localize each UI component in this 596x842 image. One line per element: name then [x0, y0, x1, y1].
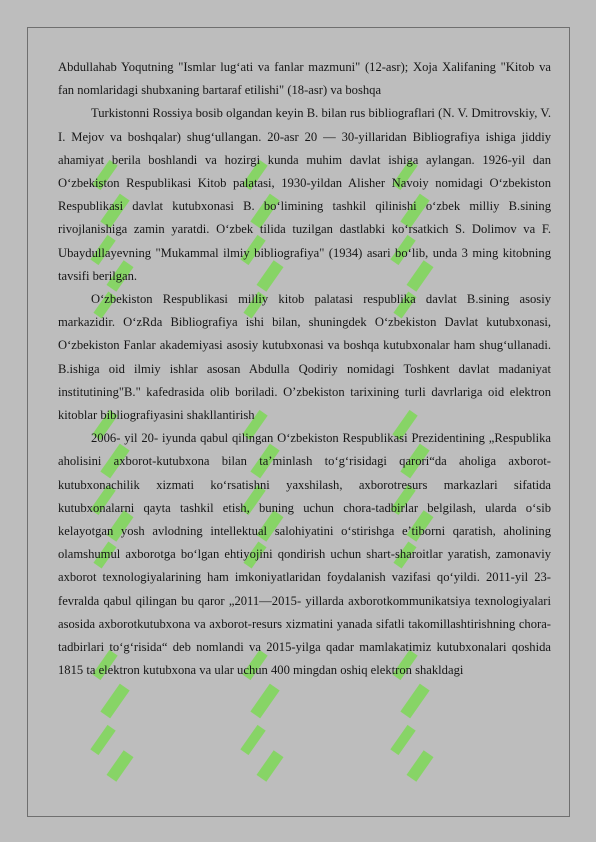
document-body	[58, 56, 551, 682]
paragraph: Turkistonni Rossiya bosib olgandan keyin B. bilan rus bibliograflari (N. V. Dmitrovskiy, V. I. Mejov va boshqalar) shug‘ullangan. 20-asr 20 — 30-yillaridan Bibliografiya ishiga jiddiy ahamiyat berila boshlandi va hozirgi kunda muhim davlat ishiga aylangan. 1926-yil dan O‘zbekiston Respublikasi Kitob palatasi, 1930-yildan Alisher Navoiy nomidagi O‘zbekiston Respublikasi davlat kutubxonasi B. bo‘limining tashkil qilinishi o‘zbek milliy B.sining rivojlanishiga zamin yaratdi. O‘zbek tilida tuzilgan dastlabki ko‘rsatkich S. Dolimov va F. Ubaydullayevning "Mukammal ilmiy bibliografiya" (1934) asari bo‘lib, unda 3 ming kitobning tavsifi berilgan.	[58, 106, 551, 283]
paragraph: Abdullahab Yoqutning "Ismlar lug‘ati va fanlar mazmuni" (12-asr); Xoja Xalifaning "Kitob va fan nomlaridagi shubxaning bartaraf etilishi" (18-asr) va boshqa	[58, 60, 551, 98]
paragraph: 2006- yil 20- iyunda qabul qilingan O‘zbekiston Respublikasi Prezidentining „Respublika aholisini axborot-kutubxona bilan ta’minlash to‘g‘risidagi qarori“da aholiga axborot-kutubxonachilik xizmati ko‘rsatishni yaxshilash, axborotresurs markazlari sifatida kutubxonalarni qayta tashkil etish, buning uchun chora-tadbirlar belgilash, ularda o‘sib kelayotgan yosh avlodning intellektual salohiyatini o‘stirishga e’tiborni qaratish, aholining olamshumul axborotga bo‘lgan ehtiyojini qondirish uchun shart-sharoitlar yaratish, zamonaviy axborot texnologiyalarining ham imkoniyatlaridan foydalanish vazifasi qo‘yildi. 2011-yil 23-fevralda qabul qilingan bu qaror „2011—2015- yillarda axborotkommunikatsiya texnologiyalari asosida axborotkutubxona va axborot-resurs xizmatini yanada sifatli takomillashtirishning chora-tadbirlari to‘g‘risida“ deb nomlandi va 2015-yilga qadar mamlakatimiz kutubxonalari qoshida 1815 ta elektron kutubxona va ular uchun 400 mingdan oshiq elektron shakldagi	[58, 431, 551, 678]
paragraph: O‘zbekiston Respublikasi milliy kitob palatasi respublika davlat B.sining asosiy markazidir. O‘zRda Bibliografiya ishi bilan, shuningdek O‘zbekiston Davlat kutubxonasi, O‘zbekiston Fanlar akademiyasi asosiy kutubxonasi va boshqa kutubxonalar ham shug‘ullanadi. B.ishiga oid ilmiy ishlar asosan Abdulla Qodiriy nomidagi Toshkent davlat madaniyat institutining"B." kafedrasida olib boriladi. O’zbekiston tarixining turli davrlariga oid elektron kitoblar bibliografiyasini shakllantirish	[58, 292, 551, 423]
